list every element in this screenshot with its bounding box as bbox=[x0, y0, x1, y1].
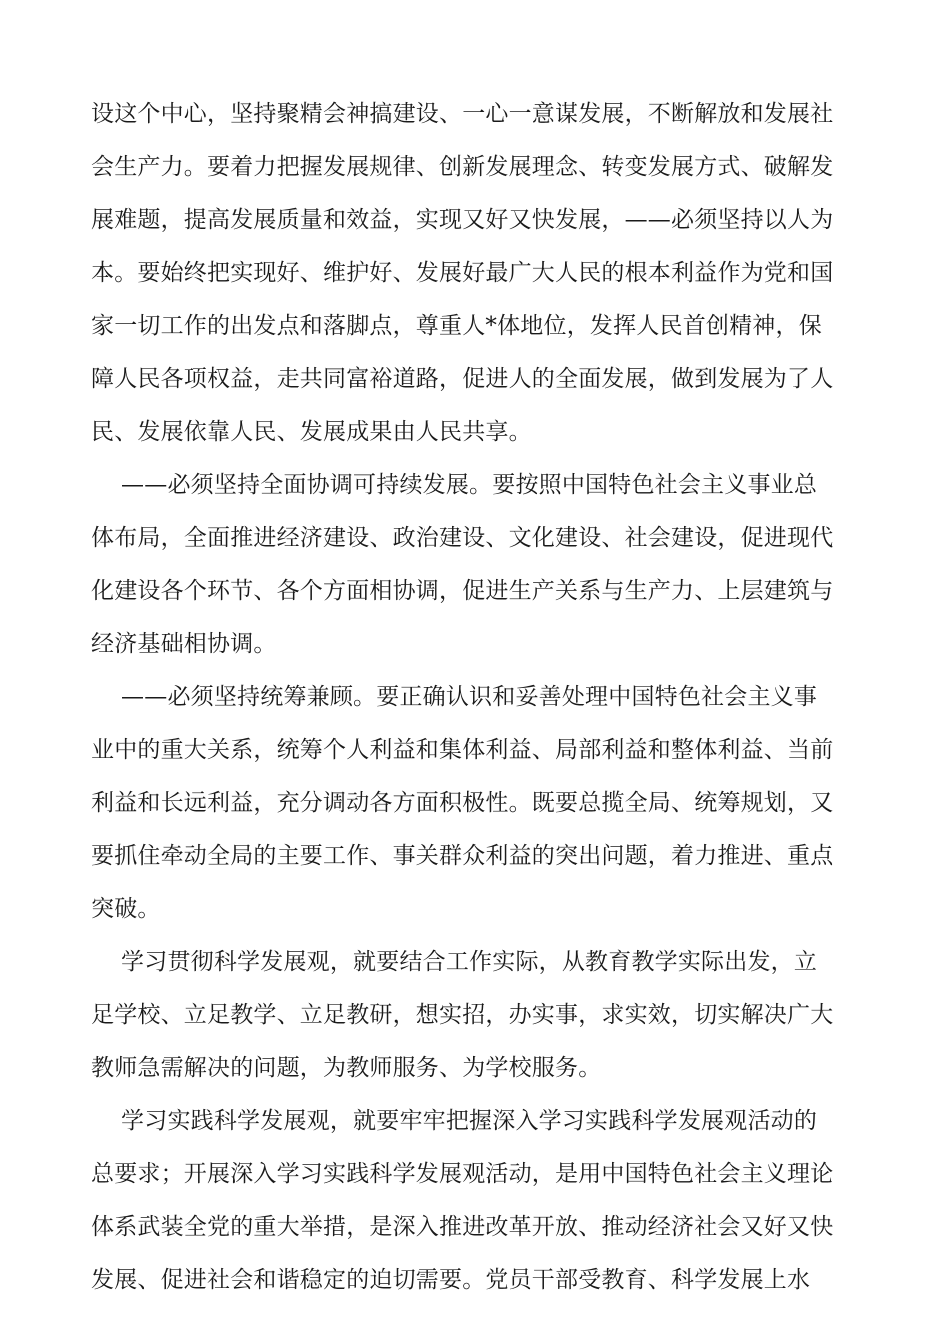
text-line: 学习实践科学发展观，就要牢牢把握深入学习实践科学发展观活动的 bbox=[91, 1108, 818, 1134]
text-line: 会生产力。要着力把握发展规律、创新发展理念、转变发展方式、破解发 bbox=[91, 154, 834, 180]
text-line: 要抓住牵动全局的主要工作、事关群众利益的突出问题，着力推进、重点 bbox=[91, 843, 834, 869]
text-line: ——必须坚持全面协调可持续发展。要按照中国特色社会主义事业总 bbox=[91, 472, 818, 498]
text-line: ——必须坚持统筹兼顾。要正确认识和妥善处理中国特色社会主义事 bbox=[91, 684, 818, 710]
paragraph-overall-planning bbox=[91, 671, 861, 936]
text-line: 总要求；开展深入学习实践科学发展观活动，是用中国特色社会主义理论 bbox=[91, 1161, 834, 1187]
text-line: 民、发展依靠人民、发展成果由人民共享。 bbox=[91, 419, 532, 445]
text-line: 利益和长远利益，充分调动各方面积极性。既要总揽全局、统筹规划，又 bbox=[91, 790, 834, 816]
text-line: 体系武装全党的重大举措，是深入推进改革开放、推动经济社会又好又快 bbox=[91, 1214, 834, 1240]
text-line: 体布局，全面推进经济建设、政治建设、文化建设、社会建设，促进现代 bbox=[91, 525, 834, 551]
text-line: 设这个中心，坚持聚精会神搞建设、一心一意谋发展，不断解放和发展社 bbox=[91, 101, 834, 127]
text-line: 经济基础相协调。 bbox=[91, 631, 277, 657]
paragraph-study-implement bbox=[91, 936, 861, 1095]
text-line: 足学校、立足教学、立足教研，想实招，办实事，求实效，切实解决广大 bbox=[91, 1002, 834, 1028]
text-line: 家一切工作的出发点和落脚点，尊重人*体地位，发挥人民首创精神，保 bbox=[91, 313, 822, 339]
text-line: 发展、促进社会和谐稳定的迫切需要。党员干部受教育、科学发展上水 bbox=[91, 1267, 811, 1293]
body-text bbox=[91, 88, 861, 1307]
text-line: 突破。 bbox=[91, 896, 161, 922]
text-line: 教师急需解决的问题，为教师服务、为学校服务。 bbox=[91, 1055, 602, 1081]
text-line: 化建设各个环节、各个方面相协调，促进生产关系与生产力、上层建筑与 bbox=[91, 578, 834, 604]
text-line: 展难题，提高发展质量和效益，实现又好又快发展，——必须坚持以人为 bbox=[91, 207, 834, 233]
text-line: 业中的重大关系，统筹个人利益和集体利益、局部利益和整体利益、当前 bbox=[91, 737, 834, 763]
paragraph-coordinated-development bbox=[91, 459, 861, 671]
text-line: 学习贯彻科学发展观，就要结合工作实际，从教育教学实际出发，立 bbox=[91, 949, 818, 975]
text-line: 障人民各项权益，走共同富裕道路，促进人的全面发展，做到发展为了人 bbox=[91, 366, 834, 392]
text-line: 本。要始终把实现好、维护好、发展好最广大人民的根本利益作为党和国 bbox=[91, 260, 834, 286]
paragraph-study-practice bbox=[91, 1095, 861, 1307]
paragraph-people-oriented bbox=[91, 88, 861, 459]
